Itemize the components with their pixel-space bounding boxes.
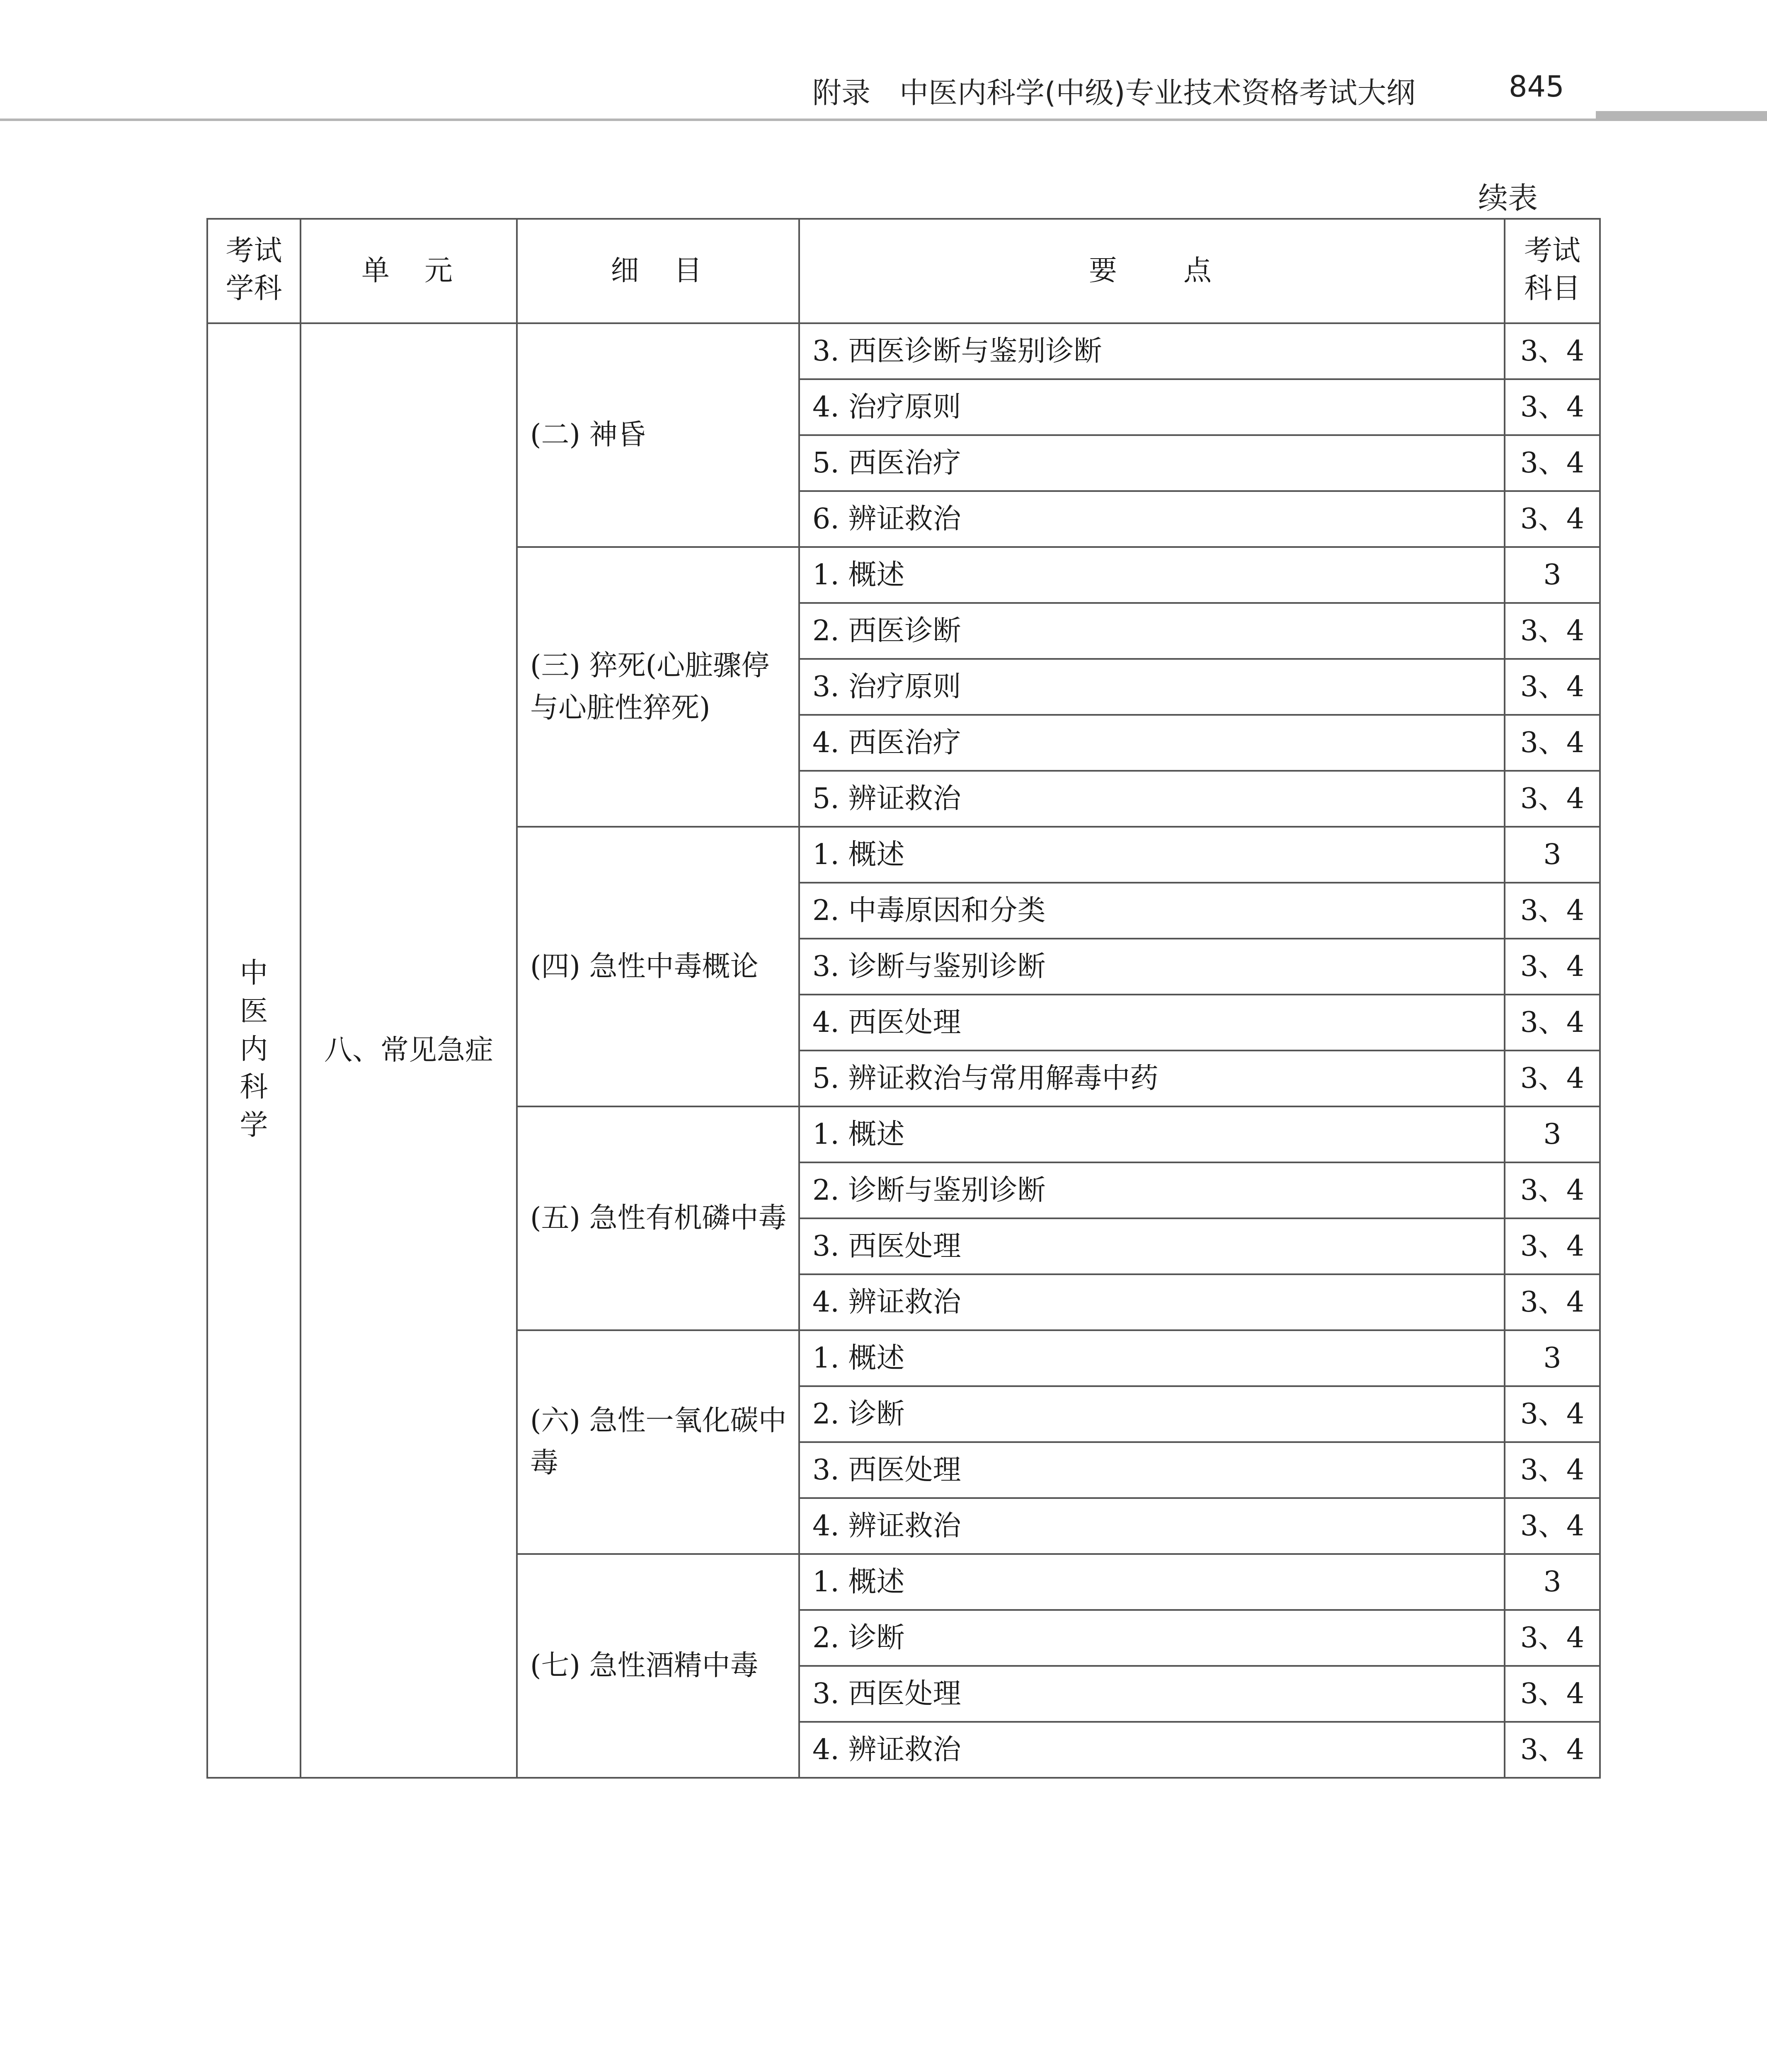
exam-code-cell: 3、4 xyxy=(1505,771,1600,827)
exam-code-cell: 3、4 xyxy=(1505,1051,1600,1106)
exam-code-cell: 3、4 xyxy=(1505,883,1600,939)
column-header-exam-code: 考试科目 xyxy=(1505,219,1600,323)
detail-cell: (五) 急性有机磷中毒 xyxy=(517,1106,799,1330)
point-cell: 5. 辨证救治 xyxy=(799,771,1505,827)
point-cell: 4. 辨证救治 xyxy=(799,1722,1505,1778)
point-cell: 2. 诊断 xyxy=(799,1386,1505,1442)
point-cell: 6. 辨证救治 xyxy=(799,491,1505,547)
unit-cell: 八、常见急症 xyxy=(301,323,517,1778)
exam-code-cell: 3、4 xyxy=(1505,1498,1600,1554)
point-cell: 3. 西医处理 xyxy=(799,1442,1505,1498)
table-body xyxy=(207,323,1600,1778)
point-cell: 3. 西医处理 xyxy=(799,1666,1505,1722)
point-cell: 5. 辨证救治与常用解毒中药 xyxy=(799,1051,1505,1106)
header-rule xyxy=(0,119,1767,121)
exam-code-cell: 3 xyxy=(1505,547,1600,603)
exam-code-cell: 3 xyxy=(1505,827,1600,883)
point-cell: 2. 诊断 xyxy=(799,1610,1505,1666)
point-cell: 1. 概述 xyxy=(799,1106,1505,1162)
exam-code-cell: 3、4 xyxy=(1505,491,1600,547)
exam-code-cell: 3、4 xyxy=(1505,1386,1600,1442)
point-cell: 2. 诊断与鉴别诊断 xyxy=(799,1162,1505,1218)
column-header-detail: 细 目 xyxy=(517,219,799,323)
exam-code-cell: 3 xyxy=(1505,1554,1600,1610)
point-cell: 4. 辨证救治 xyxy=(799,1498,1505,1554)
exam-code-cell: 3、4 xyxy=(1505,659,1600,715)
point-cell: 2. 西医诊断 xyxy=(799,603,1505,659)
continued-table-label: 续表 xyxy=(1478,181,1538,215)
exam-code-cell: 3、4 xyxy=(1505,435,1600,491)
column-header-point: 要 点 xyxy=(799,219,1505,323)
exam-code-cell: 3、4 xyxy=(1505,603,1600,659)
exam-code-cell: 3、4 xyxy=(1505,715,1600,771)
detail-cell: (七) 急性酒精中毒 xyxy=(517,1554,799,1778)
exam-code-cell: 3、4 xyxy=(1505,1218,1600,1274)
exam-code-cell: 3、4 xyxy=(1505,1274,1600,1330)
table-row xyxy=(207,323,1600,379)
point-cell: 4. 治疗原则 xyxy=(799,379,1505,435)
point-cell: 4. 西医治疗 xyxy=(799,715,1505,771)
header-rule-accent xyxy=(1596,111,1767,121)
point-cell: 1. 概述 xyxy=(799,1554,1505,1610)
exam-code-cell: 3、4 xyxy=(1505,323,1600,379)
point-cell: 1. 概述 xyxy=(799,1330,1505,1386)
exam-code-cell: 3、4 xyxy=(1505,1610,1600,1666)
exam-code-cell: 3、4 xyxy=(1505,1666,1600,1722)
point-cell: 3. 诊断与鉴别诊断 xyxy=(799,939,1505,995)
point-cell: 5. 西医治疗 xyxy=(799,435,1505,491)
point-cell: 1. 概述 xyxy=(799,547,1505,603)
point-cell: 3. 治疗原则 xyxy=(799,659,1505,715)
point-cell: 4. 西医处理 xyxy=(799,995,1505,1051)
detail-cell: (六) 急性一氧化碳中毒 xyxy=(517,1330,799,1554)
exam-code-cell: 3 xyxy=(1505,1106,1600,1162)
point-cell: 4. 辨证救治 xyxy=(799,1274,1505,1330)
point-cell: 2. 中毒原因和分类 xyxy=(799,883,1505,939)
point-cell: 3. 西医处理 xyxy=(799,1218,1505,1274)
exam-code-cell: 3、4 xyxy=(1505,939,1600,995)
detail-cell: (二) 神昏 xyxy=(517,323,799,547)
syllabus-table xyxy=(206,218,1601,1779)
subject-cell: 中医内科学 xyxy=(207,323,301,1778)
point-cell: 1. 概述 xyxy=(799,827,1505,883)
column-header-subject: 考试学科 xyxy=(207,219,301,323)
exam-code-cell: 3、4 xyxy=(1505,379,1600,435)
exam-code-cell: 3、4 xyxy=(1505,1442,1600,1498)
exam-code-cell: 3、4 xyxy=(1505,1162,1600,1218)
table-header-row xyxy=(207,219,1600,323)
exam-code-cell: 3、4 xyxy=(1505,1722,1600,1778)
detail-cell: (四) 急性中毒概论 xyxy=(517,827,799,1106)
exam-code-cell: 3 xyxy=(1505,1330,1600,1386)
running-header-title: 附录 中医内科学(中级)专业技术资格考试大纲 xyxy=(812,76,1416,110)
point-cell: 3. 西医诊断与鉴别诊断 xyxy=(799,323,1505,379)
detail-cell: (三) 猝死(心脏骤停与心脏性猝死) xyxy=(517,547,799,827)
page-number: 845 xyxy=(1509,70,1564,104)
column-header-unit: 单 元 xyxy=(301,219,517,323)
exam-code-cell: 3、4 xyxy=(1505,995,1600,1051)
